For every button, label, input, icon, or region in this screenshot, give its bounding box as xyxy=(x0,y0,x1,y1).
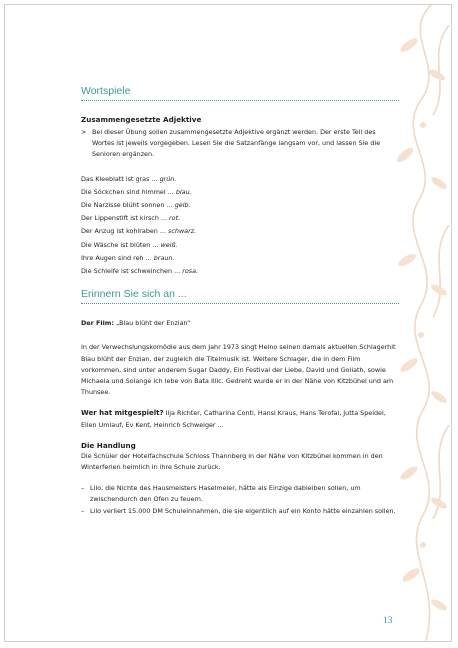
sentence-item: Die Schleife ist schweinchen ... rosa. xyxy=(81,267,199,276)
sentence-item: Das Kleeblatt ist gras ... grün. xyxy=(81,174,177,183)
dash-bullet-icon: – xyxy=(81,484,85,493)
instruction-text: Bei dieser Übung sollen zusammengesetzte Adjektive ergänzt werden. Der erste Teil des Wortes ist jeweils vorgegeben. Lesen Sie die Satzanfänge langsam vor, und lassen Sie die Senioren ergänzen. xyxy=(92,128,381,159)
film-description: In der Verwechslungskomödie aus dem Jahr 1973 singt Heino seinen damals aktuellen Schlagerhit Blau blüht der Enzian, der zugleich die Titelmusik ist. Weitere Schlager, die in dem Film vorkommen, sind unter anderem Sugar Daddy, Ein Festival der Liebe, David und Goliath, sowie Michaela und Solange ich lebe von Bata Illic. Gedreht wurde er in der Nähe von Kitzbühel und am Thunsee. xyxy=(81,343,396,397)
sentence-item: Die Söckchen sind himmel ... blau. xyxy=(81,187,192,196)
exercise-heading: Zusammengesetzte Adjektive xyxy=(81,115,202,124)
page-content xyxy=(81,85,399,517)
plot-text: Die Schüler der Hotelfachschule Schloss Thannberg in der Nähe von Kitzbühel kommen in den Winterferien heimlich in ihre Schule zurück. xyxy=(81,451,383,472)
plot-point: – Lilo verliert 15.000 DM Schuleinnahmen, die sie eigentlich auf ein Konto hätte einzahlen sollen. xyxy=(81,506,399,517)
cast-paragraph: Wer hat mitgespielt? Ilja Richter, Catharina Conti, Hansi Kraus, Hans Terofal, Jutta Speidel, Ellen Umlauf, Ev Kent, Heinrich Schweiger ... xyxy=(81,409,386,429)
page-number: 13 xyxy=(383,616,393,626)
sentence-list xyxy=(81,173,399,279)
arrow-bullet-icon: > xyxy=(81,128,87,136)
sentence-item: Der Anzug ist kohlraben ... schwarz. xyxy=(81,227,197,236)
sentence-item: Ihre Augen sind reh ... braun. xyxy=(81,253,175,262)
plot-point: – Lilo, die Nichte des Hausmeisters Haselmeier, hätte als Einzige dableiben sollen, um zwischendurch den Ofen zu feuern. xyxy=(81,483,399,505)
instruction xyxy=(81,127,399,161)
sentence-item: Die Narzisse blüht sonnen ... gelb. xyxy=(81,201,191,210)
page xyxy=(4,4,452,642)
film-line: Der Film: „Blau blüht der Enzian“ xyxy=(81,319,191,328)
section-title-wortspiele: Wortspiele xyxy=(81,85,131,97)
sentence-item: Der Lippenstift ist kirsch ... rot. xyxy=(81,214,181,223)
section-title-erinnern: Erinnern Sie sich an ... xyxy=(81,288,187,301)
sentence-item: Die Wäsche ist blüten ... weiß. xyxy=(81,240,178,249)
plot-heading: Die Handlung xyxy=(81,440,136,450)
dash-bullet-icon: – xyxy=(81,506,85,515)
